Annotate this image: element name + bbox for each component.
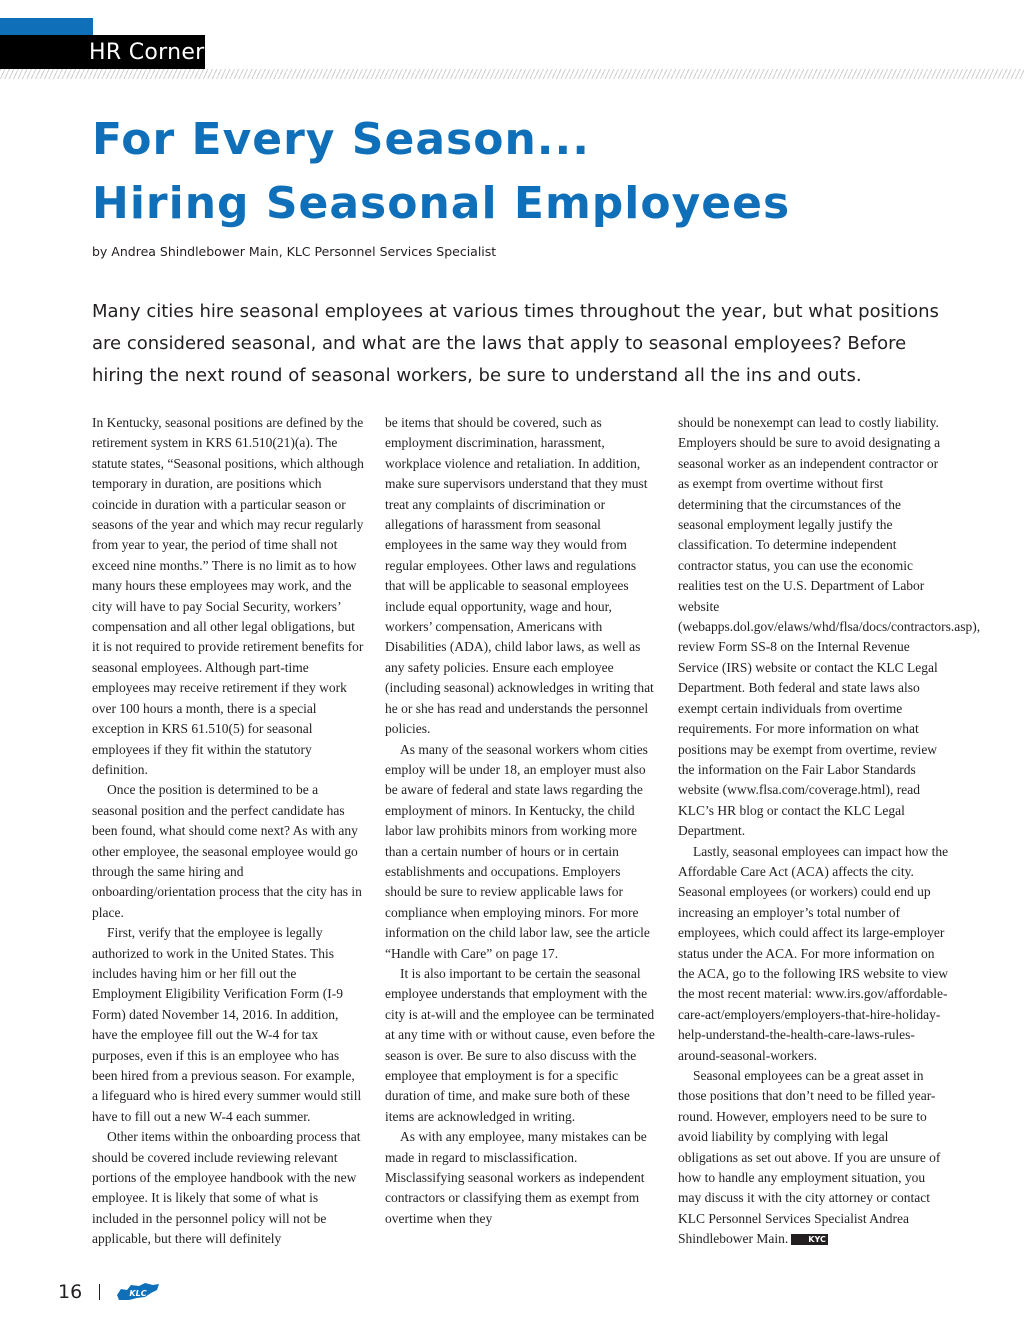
text-column-2 <box>385 413 657 1229</box>
end-mark: KYC <box>791 1234 828 1245</box>
svg-text:KLC: KLC <box>129 1289 147 1298</box>
paragraph: Lastly, seasonal employees can impact how the Affordable Care Act (ACA) affects the city. Seasonal employees (or workers) could end up increasing an employer’s total number of employees, which could affect its large-employer status under the ACA. For more information on the ACA, go to the following IRS website to view the most recent material: www.irs.gov/affordable-care-act/employers/employers-that-hire-holiday-help-understand-the-health-care-laws-rules-around-seasonal-workers. <box>678 843 949 1063</box>
paragraph: It is also important to be certain the seasonal employee understands that employment with the city is at-will and the employee can be terminated at any time with or without cause, even before the season is over. Be sure to also discuss with the employee that employment is for a specific duration of time, and make sure both of these items are acknowledged in writing. <box>385 965 655 1124</box>
title-line-2: Hiring Seasonal Employees <box>92 178 791 229</box>
paragraph: Once the position is determined to be a seasonal position and the perfect candidate has been found, what should come next? As with any other employee, the seasonal employee would go through the same hiring and onboarding/orientation process that the city has in place. <box>92 782 362 920</box>
paragraph: In Kentucky, seasonal positions are defined by the retirement system in KRS 61.510(21)(a). The statute states, “Seasonal positions, which although temporary in duration, are positions which coincide in duration with a particular season or seasons of the year and which may recur regularly from year to year, the period of time shall not exceed nine months.” There is no limit as to how many hours these employees may work, and the city will have to pay Social Security, workers’ compensation and all other legal obligations, but it is not required to provide retirement benefits for seasonal employees. Although part-time employees may receive retirement if they work over 100 hours a month, there is a special exception in KRS 61.510(5) for seasonal employees if they fit within the statutory definition. <box>92 415 364 777</box>
footer-divider <box>99 1284 100 1300</box>
klc-logo-icon <box>115 1281 161 1303</box>
header-hatch-rule <box>0 69 1024 79</box>
paragraph: Other items within the onboarding process that should be covered include reviewing relevant portions of the employee handbook with the new employee. It is likely that some of what is included in the personnel policy will not be applicable, but there will definitely <box>92 1129 361 1247</box>
text-column-1 <box>92 413 364 1250</box>
paragraph: be items that should be covered, such as employment discrimination, harassment, workplace violence and retaliation. In addition, make sure supervisors understand that they must treat any complaints of discrimination or allegations of harassment from seasonal employees in the same way they would from regular employees. Other laws and regulations that will be applicable to seasonal employees include equal opportunity, wage and hour, workers’ compensation, Americans with Disabilities (ADA), child labor laws, as well as any safety policies. Ensure each employee (including seasonal) acknowledges in writing that he or she has read and understands the personnel policies. <box>385 415 654 737</box>
paragraph: As many of the seasonal workers whom cities employ will be under 18, an employer must also be aware of federal and state laws regarding the employment of minors. In Kentucky, the child labor law prohibits minors from working more than a certain number of hours or in certain establishments and occupations. Employers should be sure to review applicable laws for compliance when employing minors. For more information on the child labor law, see the article “Handle with Care” on page 17. <box>385 741 650 961</box>
section-tag-accent <box>0 18 93 36</box>
section-label: HR Corner <box>89 39 205 65</box>
paragraph: As with any employee, many mistakes can be made in regard to misclassification. Misclassifying seasonal workers as independent contractors or classifying them as exempt from overtime when they <box>385 1129 647 1226</box>
paragraph: First, verify that the employee is legally authorized to work in the United States. This includes having him or her fill out the Employment Eligibility Verification Form (I-9 Form) dated November 14, 2016. In addition, have the employee fill out the W-4 for tax purposes, even if this is an employee who has been hired from a previous season. For example, a lifeguard who is hired every summer would still have to fill out a new W-4 each summer. <box>92 925 362 1124</box>
text-column-3 <box>678 413 981 1250</box>
closing-paragraph-text: Seasonal employees can be a great asset in those positions that don’t need to be filled year-round. However, employers need to be sure to avoid liability by complying with legal obligations as set out above. If you are unsure of how to handle any employment situation, you may discuss it with the city attorney or contact KLC Personnel Services Specialist Andrea Shindlebower Main. <box>678 1068 941 1247</box>
paragraph: should be nonexempt can lead to costly liability. Employers should be sure to avoid designating a seasonal worker as an independent contractor or as exempt from overtime without first determining that the circumstances of the seasonal employment legally justify the classification. To determine independent contractor status, you can use the economic realities test on the U.S. Department of Labor website (webapps.dol.gov/elaws/whd/flsa/docs/contractors.asp), review Form SS-8 on the Internal Revenue Service (IRS) website or contact the KLC Legal Department. Both federal and state laws also exempt certain individuals from overtime requirements. For more information on what positions may be exempt from overtime, review the information on the Fair Labor Standards website (www.flsa.com/coverage.html), read KLC’s HR blog or contact the KLC Legal Department. <box>678 415 981 839</box>
page-number: 16 <box>58 1281 83 1303</box>
lead-paragraph: Many cities hire seasonal employees at various times throughout the year, but what positions are considered seasonal, and what are the laws that apply to seasonal employees? Before hiring the next round of seasonal workers, be sure to understand all the ins and outs. <box>92 301 939 386</box>
article-title <box>92 108 972 236</box>
byline: by Andrea Shindlebower Main, KLC Personnel Services Specialist <box>92 244 497 259</box>
section-tag <box>0 35 205 69</box>
title-line-1: For Every Season... <box>92 114 590 165</box>
paragraph <box>678 1066 950 1250</box>
